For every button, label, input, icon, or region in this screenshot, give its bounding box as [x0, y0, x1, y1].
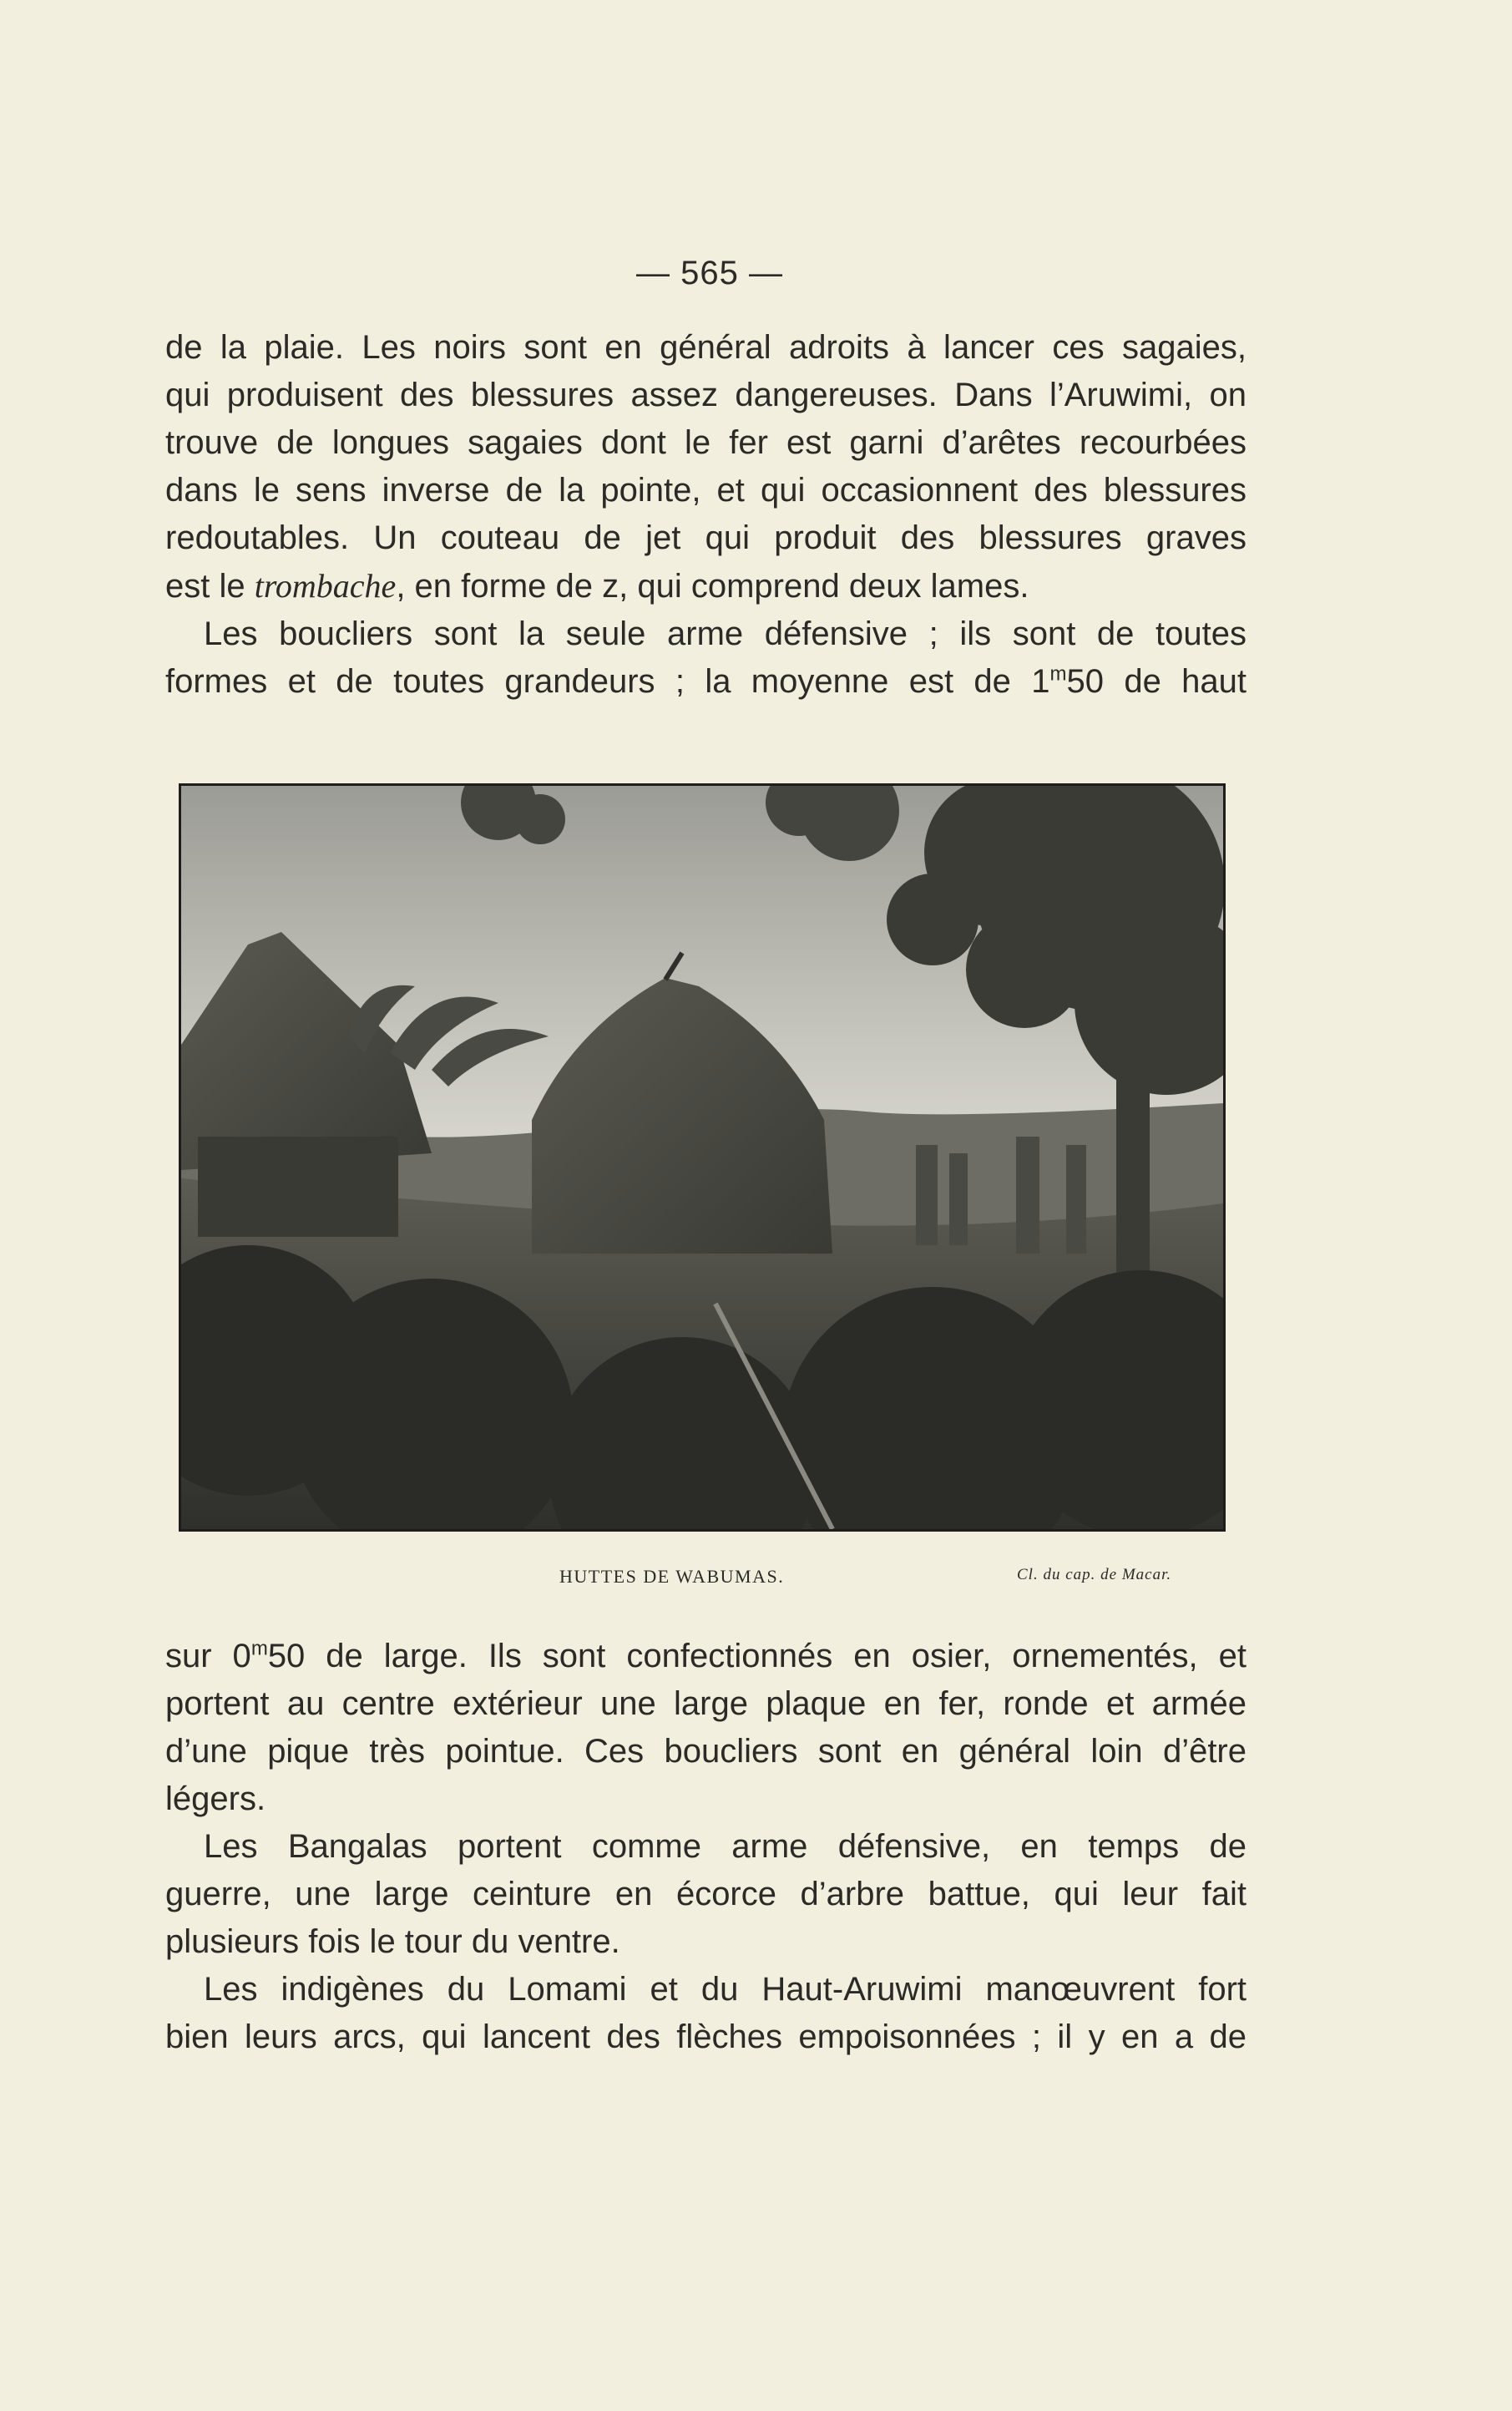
text-line: Les boucliers sont la seule arme défensive ; ils sont de toutes: [204, 615, 1247, 652]
italic-term: trombache: [254, 567, 397, 605]
text-segment: 50 de large. Ils sont confectionnés en osier, ornementés, et: [267, 1638, 1247, 1674]
figure-caption: HUTTES DE WABUMAS.: [559, 1566, 785, 1587]
text-line: trouve de longues sagaies dont le fer est garni d’arêtes recourbées: [165, 424, 1247, 461]
text-line: guerre, une large ceinture en écorce d’arbre battue, qui leur fait: [165, 1876, 1247, 1912]
text-line: redoutables. Un couteau de jet qui produit des blessures graves: [165, 519, 1247, 556]
text-line: Les indigènes du Lomami et du Haut-Aruwimi manœuvrent fort: [204, 1971, 1247, 2008]
photo-illustration: [181, 786, 1223, 1529]
superscript: m: [250, 1637, 268, 1660]
text-line: [165, 658, 1247, 706]
text-block-bottom: [165, 1633, 1247, 2061]
text-line: bien leurs arcs, qui lancent des flèches empoisonnées ; il y en a de: [165, 2018, 1247, 2055]
text-segment: est le: [165, 568, 255, 605]
text-line: Les Bangalas portent comme arme défensive, en temps de: [204, 1828, 1247, 1865]
text-line: légers.: [165, 1780, 266, 1817]
page-number: — 565 —: [636, 255, 783, 291]
text-segment: formes et de toutes grandeurs ; la moyenne est de 1: [165, 663, 1050, 700]
text-line: plusieurs fois le tour du ventre.: [165, 1923, 620, 1960]
photo-credit: Cl. du cap. de Macar.: [1017, 1566, 1172, 1583]
text-line: d’une pique très pointue. Ces boucliers sont en général loin d’être: [165, 1733, 1247, 1770]
huts-photograph: [179, 783, 1226, 1532]
text-line: dans le sens inverse de la pointe, et qui occasionnent des blessures: [165, 472, 1247, 509]
text-segment: 50 de haut: [1066, 663, 1247, 700]
text-segment: , en forme de z, qui comprend deux lames.: [396, 568, 1029, 605]
text-line: portent au centre extérieur une large plaque en fer, ronde et armée: [165, 1685, 1247, 1722]
text-line: de la plaie. Les noirs sont en général adroits à lancer ces sagaies,: [165, 329, 1247, 366]
text-line: qui produisent des blessures assez dangereuses. Dans l’Aruwimi, on: [165, 377, 1247, 413]
text-segment: sur 0: [165, 1638, 251, 1674]
superscript: m: [1049, 662, 1067, 686]
text-line: [165, 562, 1247, 610]
text-line: [165, 1633, 1247, 1680]
text-block-top: [165, 324, 1247, 706]
